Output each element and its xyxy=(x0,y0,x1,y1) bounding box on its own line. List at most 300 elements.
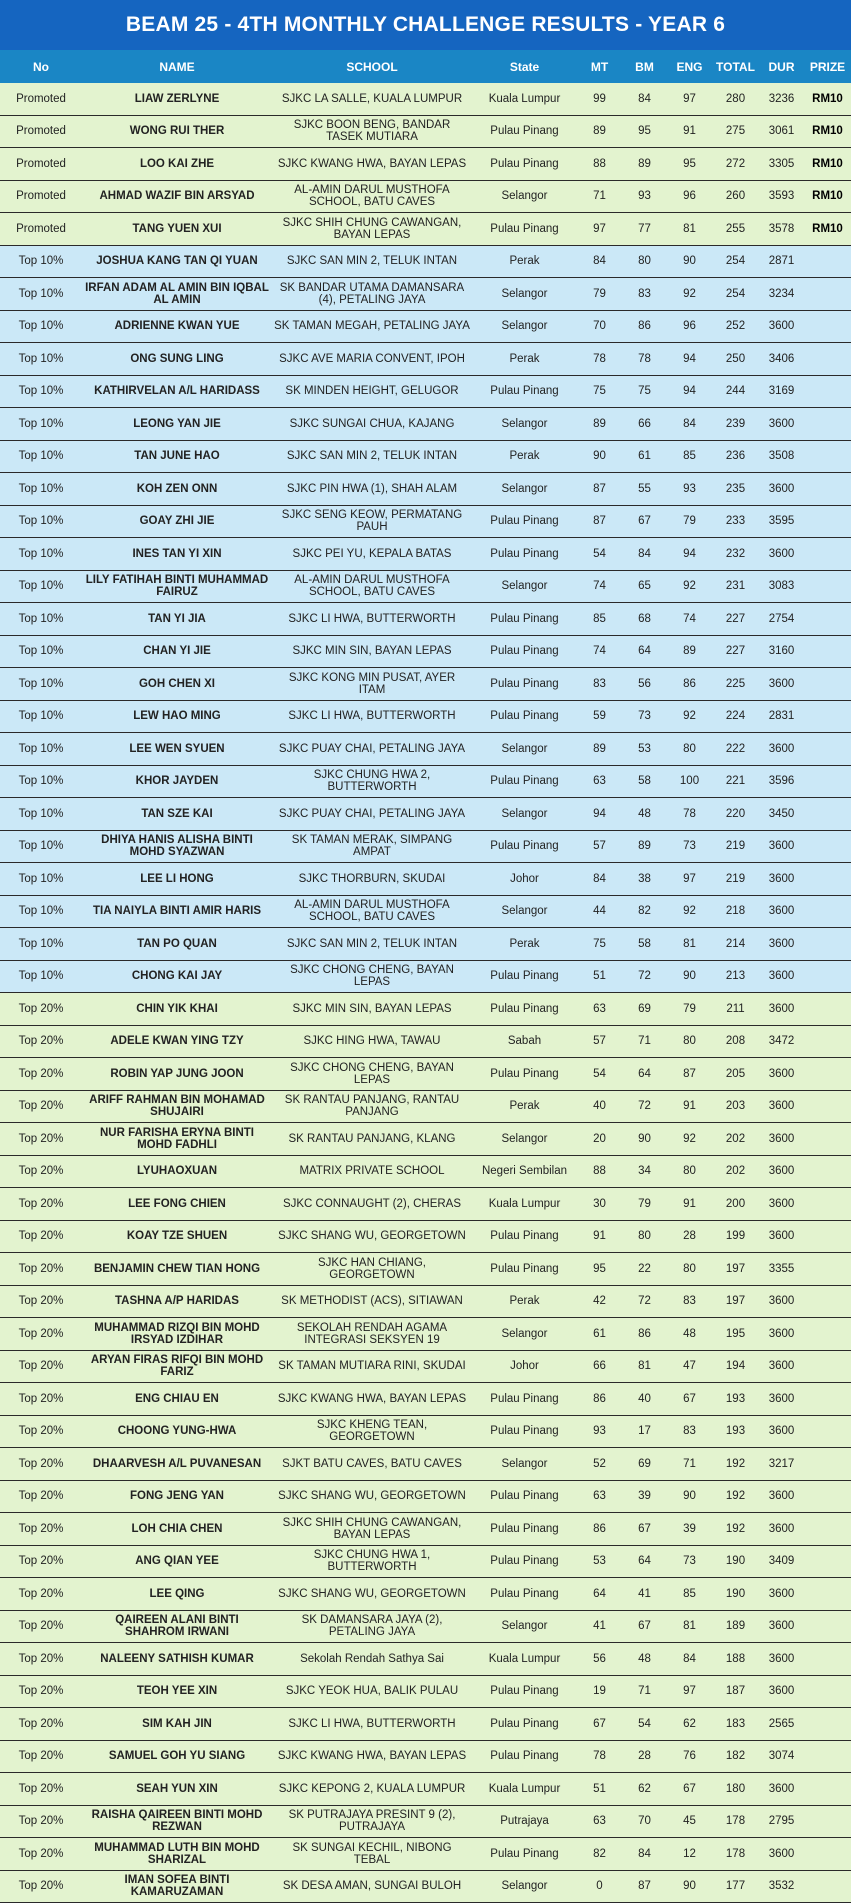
cell-prize xyxy=(804,1415,851,1448)
cell-bm: 28 xyxy=(622,1740,667,1773)
cell-state: Johor xyxy=(472,863,577,896)
cell-bm: 48 xyxy=(622,1643,667,1676)
cell-mt: 70 xyxy=(577,310,622,343)
cell-name: JOSHUA KANG TAN QI YUAN xyxy=(82,245,272,278)
cell-prize xyxy=(804,960,851,993)
cell-bm: 54 xyxy=(622,1708,667,1741)
cell-school: SJKC SHANG WU, GEORGETOWN xyxy=(272,1578,472,1611)
cell-mt: 94 xyxy=(577,798,622,831)
cell-prize: RM10 xyxy=(804,148,851,181)
cell-eng: 39 xyxy=(667,1513,712,1546)
cell-prize xyxy=(804,1090,851,1123)
cell-eng: 83 xyxy=(667,1415,712,1448)
cell-total: 199 xyxy=(712,1220,759,1253)
cell-eng: 92 xyxy=(667,278,712,311)
cell-name: GOAY ZHI JIE xyxy=(82,505,272,538)
cell-eng: 83 xyxy=(667,1285,712,1318)
cell-mt: 87 xyxy=(577,473,622,506)
cell-rank: Top 20% xyxy=(0,1578,82,1611)
table-row xyxy=(0,408,851,441)
cell-school: SJKC SHANG WU, GEORGETOWN xyxy=(272,1480,472,1513)
table-row xyxy=(0,1188,851,1221)
cell-prize xyxy=(804,668,851,701)
cell-state: Pulau Pinang xyxy=(472,1415,577,1448)
cell-dur: 3600 xyxy=(759,473,804,506)
cell-state: Pulau Pinang xyxy=(472,115,577,148)
cell-school: SK MINDEN HEIGHT, GELUGOR xyxy=(272,375,472,408)
cell-name: LYUHAOXUAN xyxy=(82,1155,272,1188)
cell-dur: 3600 xyxy=(759,830,804,863)
cell-name: LOO KAI ZHE xyxy=(82,148,272,181)
cell-rank: Promoted xyxy=(0,83,82,115)
cell-school: SEKOLAH RENDAH AGAMA INTEGRASI SEKSYEN 19 xyxy=(272,1318,472,1351)
cell-eng: 80 xyxy=(667,1155,712,1188)
cell-prize xyxy=(804,1058,851,1091)
header-school: SCHOOL xyxy=(272,50,472,83)
cell-dur: 3593 xyxy=(759,180,804,213)
cell-bm: 17 xyxy=(622,1415,667,1448)
cell-prize xyxy=(804,1350,851,1383)
cell-mt: 74 xyxy=(577,635,622,668)
cell-prize xyxy=(804,1870,851,1903)
cell-total: 208 xyxy=(712,1025,759,1058)
table-row xyxy=(0,1025,851,1058)
cell-total: 200 xyxy=(712,1188,759,1221)
cell-mt: 79 xyxy=(577,278,622,311)
cell-eng: 97 xyxy=(667,863,712,896)
cell-prize xyxy=(804,993,851,1026)
cell-total: 236 xyxy=(712,440,759,473)
cell-dur: 3600 xyxy=(759,733,804,766)
cell-mt: 83 xyxy=(577,668,622,701)
cell-state: Selangor xyxy=(472,733,577,766)
cell-prize xyxy=(804,1448,851,1481)
cell-bm: 72 xyxy=(622,960,667,993)
cell-dur: 3600 xyxy=(759,1838,804,1871)
cell-rank: Top 20% xyxy=(0,1610,82,1643)
cell-prize xyxy=(804,700,851,733)
table-row xyxy=(0,1578,851,1611)
table-row xyxy=(0,1675,851,1708)
cell-bm: 86 xyxy=(622,1318,667,1351)
cell-school: SJKC SHIH CHUNG CAWANGAN, BAYAN LEPAS xyxy=(272,1513,472,1546)
cell-mt: 74 xyxy=(577,570,622,603)
cell-prize xyxy=(804,1545,851,1578)
cell-total: 244 xyxy=(712,375,759,408)
cell-total: 193 xyxy=(712,1415,759,1448)
cell-rank: Top 20% xyxy=(0,1838,82,1871)
cell-eng: 92 xyxy=(667,570,712,603)
cell-state: Johor xyxy=(472,1350,577,1383)
cell-bm: 53 xyxy=(622,733,667,766)
cell-dur: 3600 xyxy=(759,1123,804,1156)
table-row xyxy=(0,603,851,636)
cell-name: ADRIENNE KWAN YUE xyxy=(82,310,272,343)
table-row xyxy=(0,213,851,246)
cell-state: Pulau Pinang xyxy=(472,603,577,636)
cell-rank: Top 20% xyxy=(0,1285,82,1318)
cell-state: Selangor xyxy=(472,1448,577,1481)
cell-dur: 3600 xyxy=(759,895,804,928)
cell-total: 250 xyxy=(712,343,759,376)
cell-dur: 3600 xyxy=(759,1285,804,1318)
cell-bm: 70 xyxy=(622,1805,667,1838)
table-row xyxy=(0,668,851,701)
cell-dur: 3600 xyxy=(759,1415,804,1448)
cell-name: ARIFF RAHMAN BIN MOHAMAD SHUJAIRI xyxy=(82,1090,272,1123)
cell-state: Pulau Pinang xyxy=(472,1058,577,1091)
cell-eng: 79 xyxy=(667,993,712,1026)
cell-school: SJKC LI HWA, BUTTERWORTH xyxy=(272,700,472,733)
cell-dur: 2795 xyxy=(759,1805,804,1838)
cell-state: Perak xyxy=(472,343,577,376)
cell-name: ONG SUNG LING xyxy=(82,343,272,376)
cell-school: SJKC PUAY CHAI, PETALING JAYA xyxy=(272,733,472,766)
cell-total: 280 xyxy=(712,83,759,115)
cell-eng: 79 xyxy=(667,505,712,538)
cell-rank: Top 20% xyxy=(0,1740,82,1773)
cell-eng: 90 xyxy=(667,245,712,278)
cell-prize: RM10 xyxy=(804,83,851,115)
cell-rank: Top 10% xyxy=(0,798,82,831)
cell-mt: 64 xyxy=(577,1578,622,1611)
cell-total: 177 xyxy=(712,1870,759,1903)
cell-bm: 81 xyxy=(622,1350,667,1383)
cell-bm: 64 xyxy=(622,1058,667,1091)
cell-bm: 79 xyxy=(622,1188,667,1221)
cell-mt: 88 xyxy=(577,1155,622,1188)
table-row xyxy=(0,1253,851,1286)
cell-dur: 3472 xyxy=(759,1025,804,1058)
cell-prize xyxy=(804,1253,851,1286)
cell-state: Pulau Pinang xyxy=(472,1708,577,1741)
cell-state: Pulau Pinang xyxy=(472,1740,577,1773)
cell-prize xyxy=(804,310,851,343)
cell-school: SK RANTAU PANJANG, KLANG xyxy=(272,1123,472,1156)
cell-eng: 96 xyxy=(667,310,712,343)
cell-eng: 93 xyxy=(667,473,712,506)
cell-dur: 3355 xyxy=(759,1253,804,1286)
cell-prize xyxy=(804,1383,851,1416)
cell-bm: 64 xyxy=(622,635,667,668)
cell-name: KATHIRVELAN A/L HARIDASS xyxy=(82,375,272,408)
table-row xyxy=(0,1123,851,1156)
table-row xyxy=(0,1155,851,1188)
cell-mt: 52 xyxy=(577,1448,622,1481)
cell-bm: 41 xyxy=(622,1578,667,1611)
cell-school: SJKC THORBURN, SKUDAI xyxy=(272,863,472,896)
cell-school: SJKC SAN MIN 2, TELUK INTAN xyxy=(272,440,472,473)
cell-name: TEOH YEE XIN xyxy=(82,1675,272,1708)
cell-school: SK TAMAN MEGAH, PETALING JAYA xyxy=(272,310,472,343)
cell-dur: 3600 xyxy=(759,1480,804,1513)
cell-prize xyxy=(804,473,851,506)
cell-dur: 3600 xyxy=(759,1350,804,1383)
cell-prize xyxy=(804,1643,851,1676)
table-row xyxy=(0,1350,851,1383)
cell-mt: 84 xyxy=(577,863,622,896)
cell-bm: 78 xyxy=(622,343,667,376)
cell-bm: 84 xyxy=(622,1838,667,1871)
table-row xyxy=(0,473,851,506)
cell-state: Pulau Pinang xyxy=(472,830,577,863)
cell-eng: 62 xyxy=(667,1708,712,1741)
cell-total: 195 xyxy=(712,1318,759,1351)
cell-eng: 91 xyxy=(667,115,712,148)
cell-name: ENG CHIAU EN xyxy=(82,1383,272,1416)
cell-dur: 3600 xyxy=(759,960,804,993)
cell-total: 188 xyxy=(712,1643,759,1676)
cell-eng: 76 xyxy=(667,1740,712,1773)
cell-rank: Top 10% xyxy=(0,733,82,766)
cell-school: SK TAMAN MUTIARA RINI, SKUDAI xyxy=(272,1350,472,1383)
cell-dur: 3596 xyxy=(759,765,804,798)
header-mt: MT xyxy=(577,50,622,83)
cell-total: 222 xyxy=(712,733,759,766)
cell-name: SIM KAH JIN xyxy=(82,1708,272,1741)
cell-eng: 97 xyxy=(667,83,712,115)
cell-eng: 80 xyxy=(667,733,712,766)
cell-dur: 3600 xyxy=(759,1513,804,1546)
cell-total: 227 xyxy=(712,635,759,668)
cell-dur: 3160 xyxy=(759,635,804,668)
cell-eng: 90 xyxy=(667,960,712,993)
cell-name: CHAN YI JIE xyxy=(82,635,272,668)
cell-school: SJKC SUNGAI CHUA, KAJANG xyxy=(272,408,472,441)
cell-bm: 69 xyxy=(622,993,667,1026)
cell-prize: RM10 xyxy=(804,180,851,213)
cell-dur: 3578 xyxy=(759,213,804,246)
cell-dur: 3600 xyxy=(759,928,804,961)
cell-state: Perak xyxy=(472,928,577,961)
cell-prize xyxy=(804,505,851,538)
cell-total: 218 xyxy=(712,895,759,928)
cell-mt: 42 xyxy=(577,1285,622,1318)
cell-rank: Top 10% xyxy=(0,700,82,733)
cell-dur: 3083 xyxy=(759,570,804,603)
cell-rank: Top 20% xyxy=(0,1675,82,1708)
cell-state: Pulau Pinang xyxy=(472,1513,577,1546)
cell-total: 205 xyxy=(712,1058,759,1091)
cell-rank: Top 10% xyxy=(0,440,82,473)
cell-school: MATRIX PRIVATE SCHOOL xyxy=(272,1155,472,1188)
results-table xyxy=(0,50,851,1903)
cell-school: SJKC CONNAUGHT (2), CHERAS xyxy=(272,1188,472,1221)
table-row xyxy=(0,1383,851,1416)
cell-rank: Top 20% xyxy=(0,1220,82,1253)
cell-state: Pulau Pinang xyxy=(472,765,577,798)
cell-school: SJKC HAN CHIANG, GEORGETOWN xyxy=(272,1253,472,1286)
cell-dur: 3600 xyxy=(759,310,804,343)
cell-bm: 67 xyxy=(622,1610,667,1643)
cell-prize xyxy=(804,830,851,863)
cell-prize xyxy=(804,733,851,766)
cell-total: 192 xyxy=(712,1480,759,1513)
cell-total: 193 xyxy=(712,1383,759,1416)
cell-dur: 3600 xyxy=(759,1773,804,1806)
cell-rank: Top 20% xyxy=(0,1545,82,1578)
cell-bm: 73 xyxy=(622,700,667,733)
cell-total: 189 xyxy=(712,1610,759,1643)
cell-school: SJKC LI HWA, BUTTERWORTH xyxy=(272,603,472,636)
cell-dur: 3409 xyxy=(759,1545,804,1578)
cell-name: LEE LI HONG xyxy=(82,863,272,896)
table-row xyxy=(0,830,851,863)
cell-bm: 62 xyxy=(622,1773,667,1806)
cell-mt: 20 xyxy=(577,1123,622,1156)
cell-rank: Top 20% xyxy=(0,993,82,1026)
cell-state: Pulau Pinang xyxy=(472,1220,577,1253)
cell-mt: 67 xyxy=(577,1708,622,1741)
cell-school: SJKC PEI YU, KEPALA BATAS xyxy=(272,538,472,571)
cell-eng: 81 xyxy=(667,1610,712,1643)
cell-name: TAN PO QUAN xyxy=(82,928,272,961)
cell-prize xyxy=(804,1740,851,1773)
cell-school: AL-AMIN DARUL MUSTHOFA SCHOOL, BATU CAVES xyxy=(272,180,472,213)
cell-eng: 80 xyxy=(667,1025,712,1058)
cell-bm: 65 xyxy=(622,570,667,603)
header-name: NAME xyxy=(82,50,272,83)
cell-total: 203 xyxy=(712,1090,759,1123)
cell-rank: Top 10% xyxy=(0,505,82,538)
cell-prize xyxy=(804,863,851,896)
cell-mt: 41 xyxy=(577,1610,622,1643)
cell-school: SK DESA AMAN, SUNGAI BULOH xyxy=(272,1870,472,1903)
cell-school: SK PUTRAJAYA PRESINT 9 (2), PUTRAJAYA xyxy=(272,1805,472,1838)
cell-bm: 64 xyxy=(622,1545,667,1578)
cell-dur: 3508 xyxy=(759,440,804,473)
cell-dur: 3600 xyxy=(759,1643,804,1676)
cell-mt: 86 xyxy=(577,1513,622,1546)
cell-mt: 99 xyxy=(577,83,622,115)
header-prize: PRIZE xyxy=(804,50,851,83)
cell-total: 178 xyxy=(712,1838,759,1871)
cell-state: Perak xyxy=(472,1285,577,1318)
cell-prize xyxy=(804,1220,851,1253)
cell-total: 214 xyxy=(712,928,759,961)
cell-total: 255 xyxy=(712,213,759,246)
table-row xyxy=(0,1610,851,1643)
cell-dur: 3600 xyxy=(759,408,804,441)
cell-rank: Promoted xyxy=(0,148,82,181)
table-row xyxy=(0,733,851,766)
cell-state: Pulau Pinang xyxy=(472,1383,577,1416)
cell-mt: 93 xyxy=(577,1415,622,1448)
cell-bm: 84 xyxy=(622,83,667,115)
table-row xyxy=(0,1090,851,1123)
cell-bm: 56 xyxy=(622,668,667,701)
cell-bm: 72 xyxy=(622,1090,667,1123)
cell-prize xyxy=(804,245,851,278)
cell-school: SJKC KWANG HWA, BAYAN LEPAS xyxy=(272,1383,472,1416)
cell-dur: 3600 xyxy=(759,538,804,571)
cell-state: Pulau Pinang xyxy=(472,505,577,538)
cell-name: SEAH YUN XIN xyxy=(82,1773,272,1806)
table-row xyxy=(0,570,851,603)
cell-total: 192 xyxy=(712,1448,759,1481)
cell-dur: 3600 xyxy=(759,1220,804,1253)
cell-total: 235 xyxy=(712,473,759,506)
cell-rank: Top 20% xyxy=(0,1415,82,1448)
cell-rank: Top 20% xyxy=(0,1708,82,1741)
cell-mt: 95 xyxy=(577,1253,622,1286)
cell-rank: Top 10% xyxy=(0,408,82,441)
cell-state: Selangor xyxy=(472,895,577,928)
cell-prize xyxy=(804,570,851,603)
cell-state: Pulau Pinang xyxy=(472,1545,577,1578)
page-title: BEAM 25 - 4TH MONTHLY CHALLENGE RESULTS - YEAR 6 xyxy=(0,0,851,50)
cell-total: 190 xyxy=(712,1545,759,1578)
cell-name: LEONG YAN JIE xyxy=(82,408,272,441)
cell-bm: 69 xyxy=(622,1448,667,1481)
cell-eng: 92 xyxy=(667,895,712,928)
cell-school: SJKC CHUNG HWA 2, BUTTERWORTH xyxy=(272,765,472,798)
cell-rank: Top 20% xyxy=(0,1643,82,1676)
cell-rank: Promoted xyxy=(0,180,82,213)
cell-eng: 94 xyxy=(667,538,712,571)
cell-state: Pulau Pinang xyxy=(472,668,577,701)
cell-rank: Top 10% xyxy=(0,668,82,701)
table-row xyxy=(0,1805,851,1838)
cell-name: NUR FARISHA ERYNA BINTI MOHD FADHLI xyxy=(82,1123,272,1156)
cell-mt: 30 xyxy=(577,1188,622,1221)
table-row xyxy=(0,928,851,961)
table-row xyxy=(0,1838,851,1871)
cell-bm: 38 xyxy=(622,863,667,896)
cell-total: 178 xyxy=(712,1805,759,1838)
cell-rank: Top 10% xyxy=(0,538,82,571)
table-row xyxy=(0,1513,851,1546)
cell-dur: 3061 xyxy=(759,115,804,148)
cell-state: Kuala Lumpur xyxy=(472,1773,577,1806)
table-row xyxy=(0,180,851,213)
table-row xyxy=(0,1058,851,1091)
cell-eng: 48 xyxy=(667,1318,712,1351)
cell-total: 197 xyxy=(712,1285,759,1318)
cell-bm: 82 xyxy=(622,895,667,928)
cell-rank: Top 20% xyxy=(0,1383,82,1416)
cell-name: GOH CHEN XI xyxy=(82,668,272,701)
cell-state: Pulau Pinang xyxy=(472,1675,577,1708)
cell-mt: 44 xyxy=(577,895,622,928)
cell-school: SJKC CHONG CHENG, BAYAN LEPAS xyxy=(272,960,472,993)
cell-name: IMAN SOFEA BINTI KAMARUZAMAN xyxy=(82,1870,272,1903)
cell-total: 254 xyxy=(712,278,759,311)
cell-school: SK RANTAU PANJANG, RANTAU PANJANG xyxy=(272,1090,472,1123)
cell-name: RAISHA QAIREEN BINTI MOHD REZWAN xyxy=(82,1805,272,1838)
cell-school: SJKC SHIH CHUNG CAWANGAN, BAYAN LEPAS xyxy=(272,213,472,246)
cell-school: SJKC MIN SIN, BAYAN LEPAS xyxy=(272,993,472,1026)
cell-name: BENJAMIN CHEW TIAN HONG xyxy=(82,1253,272,1286)
cell-school: SJKC SENG KEOW, PERMATANG PAUH xyxy=(272,505,472,538)
cell-state: Selangor xyxy=(472,1610,577,1643)
table-header-row xyxy=(0,50,851,83)
cell-name: LEW HAO MING xyxy=(82,700,272,733)
cell-rank: Top 10% xyxy=(0,473,82,506)
table-row xyxy=(0,245,851,278)
cell-mt: 75 xyxy=(577,928,622,961)
cell-name: TANG YUEN XUI xyxy=(82,213,272,246)
cell-prize xyxy=(804,408,851,441)
cell-total: 182 xyxy=(712,1740,759,1773)
cell-school: AL-AMIN DARUL MUSTHOFA SCHOOL, BATU CAVES xyxy=(272,895,472,928)
cell-state: Pulau Pinang xyxy=(472,375,577,408)
cell-prize xyxy=(804,1805,851,1838)
cell-mt: 75 xyxy=(577,375,622,408)
cell-bm: 83 xyxy=(622,278,667,311)
cell-state: Selangor xyxy=(472,1123,577,1156)
cell-eng: 92 xyxy=(667,1123,712,1156)
